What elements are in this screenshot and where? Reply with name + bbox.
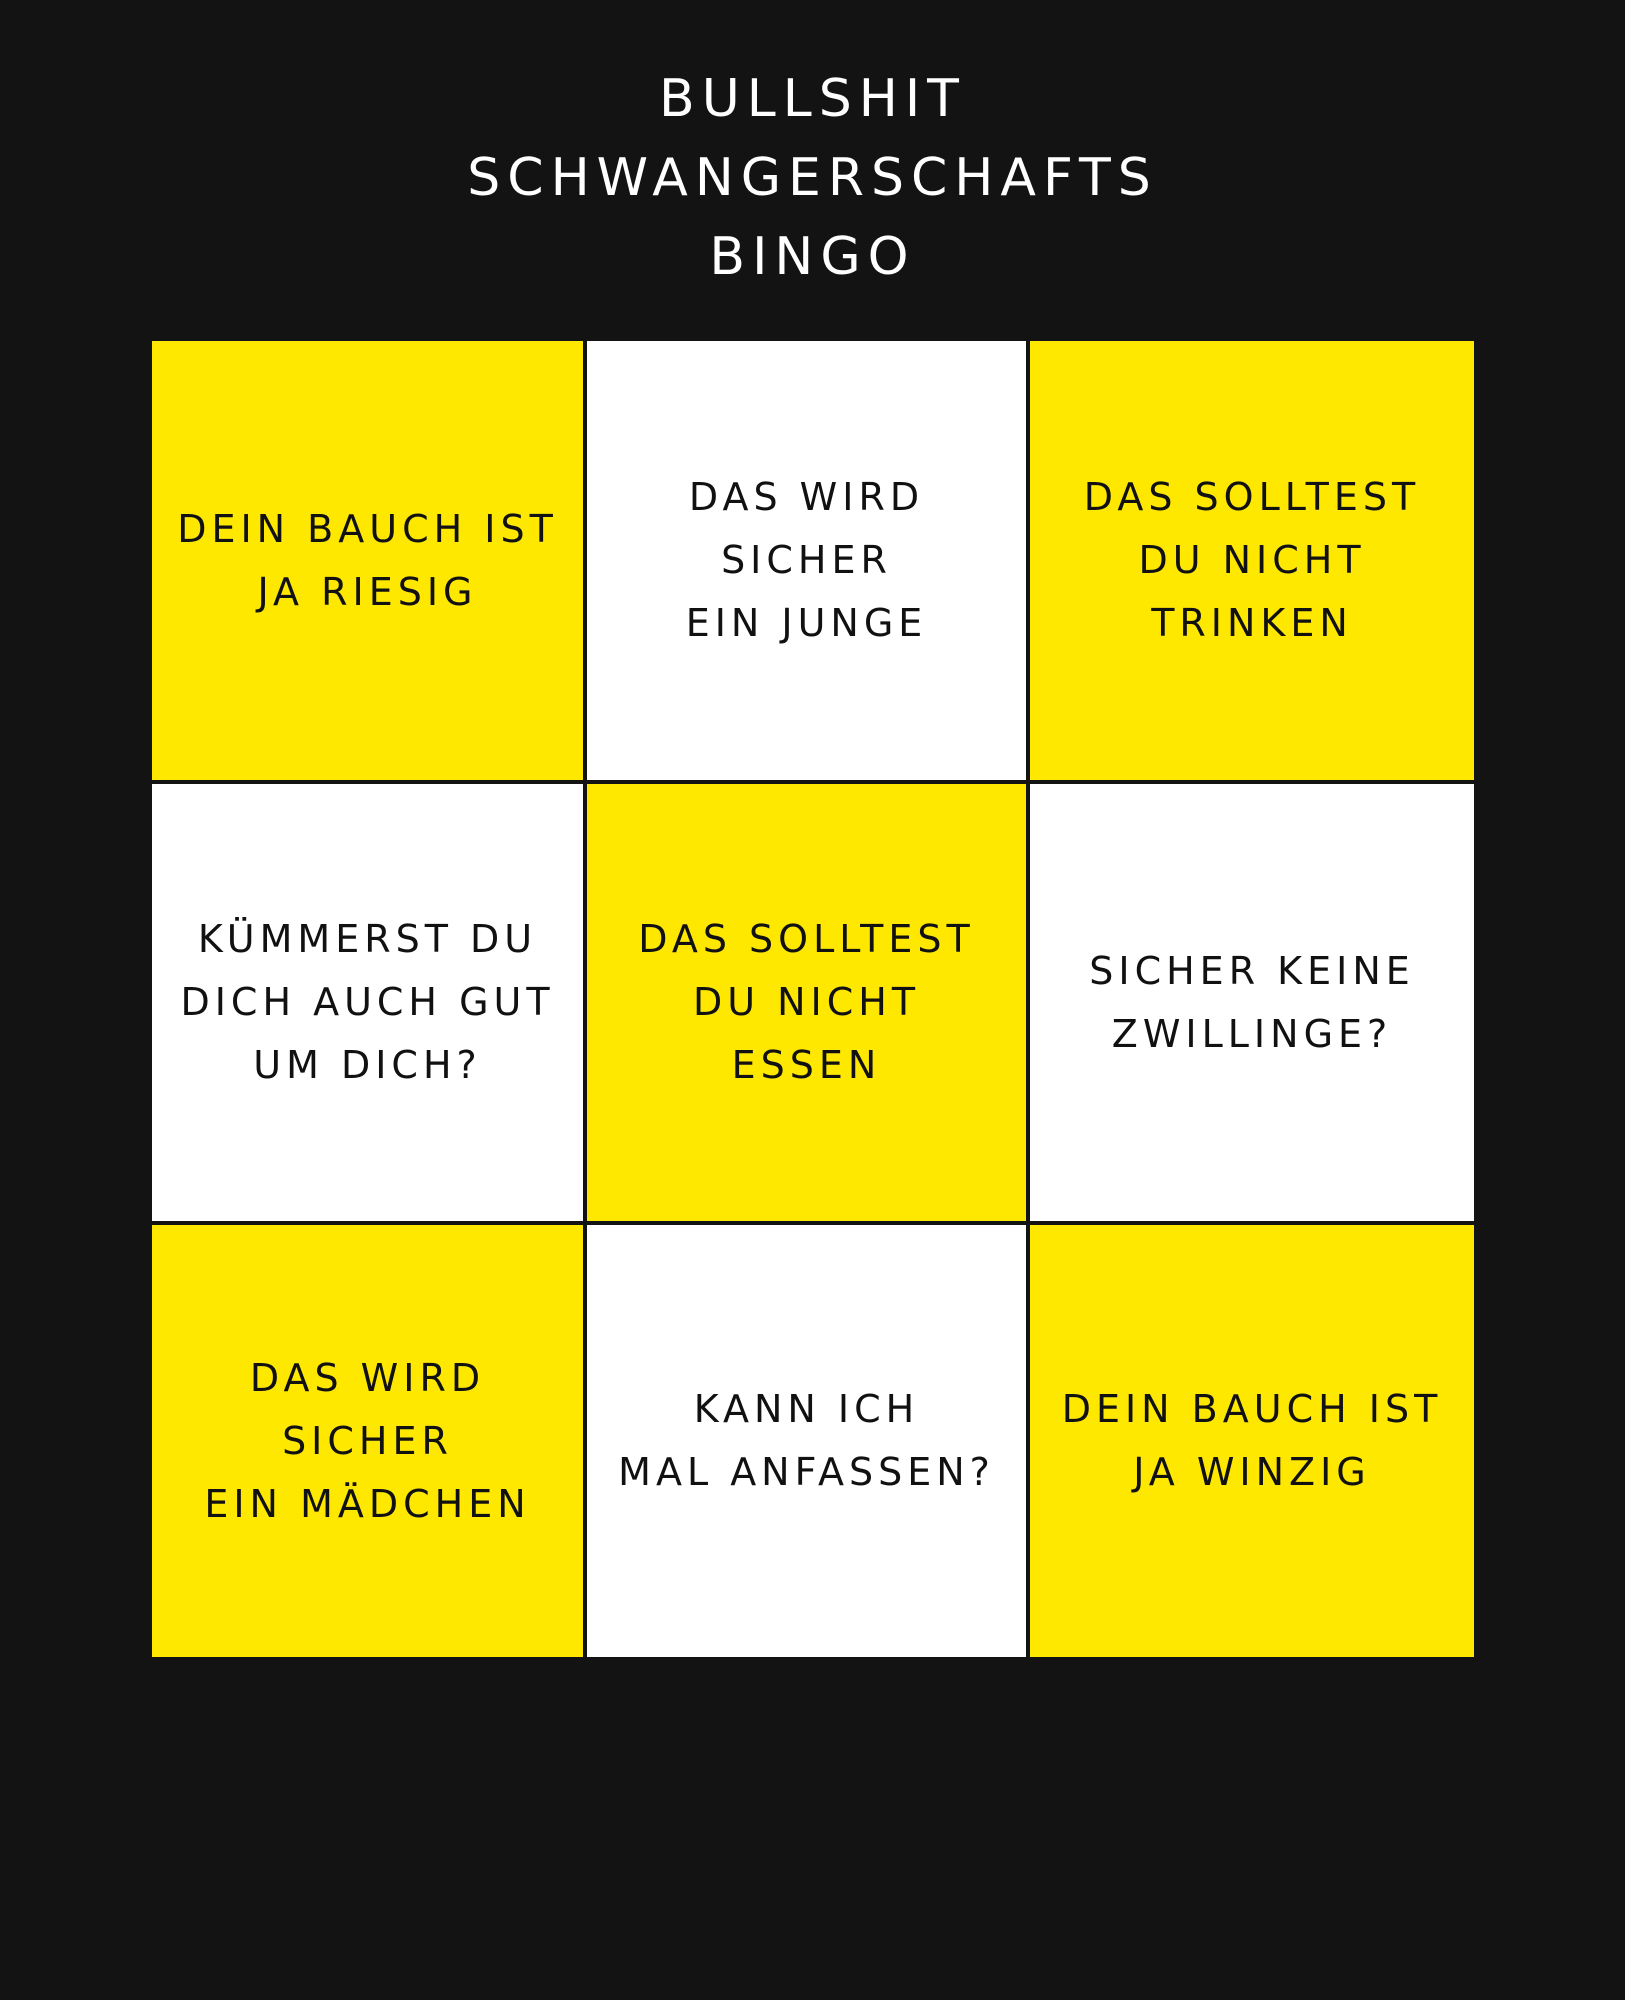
bingo-cell-5[interactable]: [585, 782, 1028, 1223]
bingo-cell-text: DAS SOLLTEST DU NICHT ESSEN: [638, 917, 975, 1087]
bingo-cell-text: DEIN BAUCH IST JA RIESIG: [177, 506, 558, 614]
bingo-cell-1[interactable]: [150, 339, 585, 782]
bingo-cell-8[interactable]: [585, 1223, 1028, 1659]
title-line-3: BINGO: [709, 227, 916, 287]
bingo-cell-text: DAS WIRD SICHER EIN JUNGE: [685, 475, 928, 645]
bingo-cell-4[interactable]: [150, 782, 585, 1223]
page-title: [0, 60, 1625, 297]
bingo-cell-6[interactable]: [1028, 782, 1476, 1223]
bingo-cell-text: DAS WIRD SICHER EIN MÄDCHEN: [204, 1355, 531, 1526]
bingo-cell-text: DEIN BAUCH IST JA WINZIG: [1061, 1387, 1443, 1494]
bingo-cell-7[interactable]: [150, 1223, 585, 1659]
bingo-cell-text: KÜMMERST DU DICH AUCH GUT UM DICH?: [180, 917, 555, 1087]
bingo-cell-3[interactable]: [1028, 339, 1476, 782]
bingo-cell-9[interactable]: [1028, 1223, 1476, 1659]
title-line-1: BULLSHIT: [659, 69, 966, 129]
title-line-2: SCHWANGERSCHAFTS: [467, 148, 1158, 208]
bingo-cell-text: SICHER KEINE ZWILLINGE?: [1089, 948, 1415, 1056]
bingo-cell-2[interactable]: [585, 339, 1028, 782]
bingo-grid: [150, 339, 1476, 1659]
bingo-cell-text: DAS SOLLTEST DU NICHT TRINKEN: [1083, 475, 1421, 645]
bingo-cell-text: KANN ICH MAL ANFASSEN?: [618, 1387, 995, 1494]
